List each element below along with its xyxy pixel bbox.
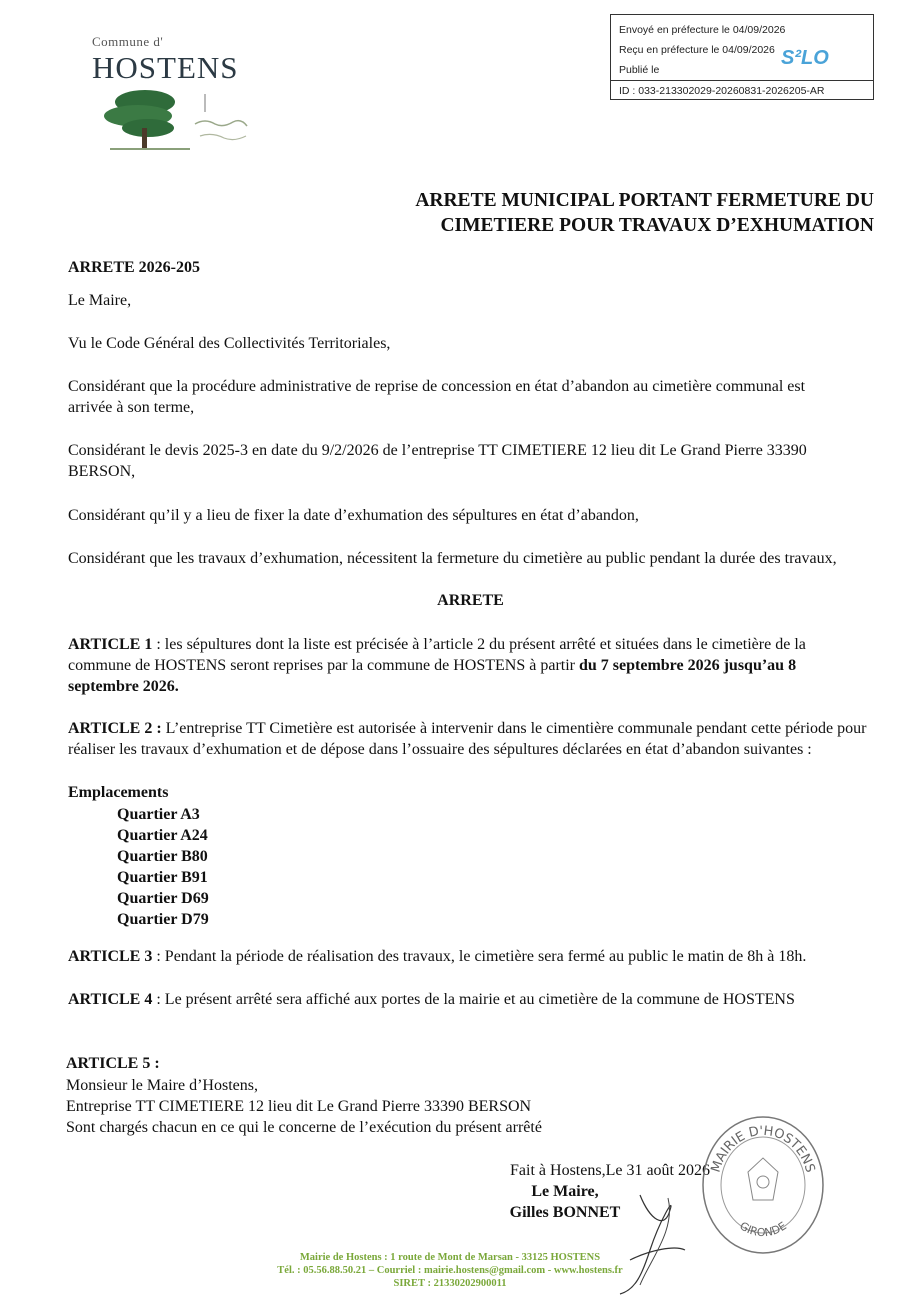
emplacement-item: Quartier A3 <box>117 806 200 823</box>
stamp-received: Reçu en préfecture le 04/09/2026 <box>619 44 775 56</box>
stamp-id: ID : 033-213302029-20260831-2026205-AR <box>619 85 825 97</box>
svg-text:MAIRIE D'HOSTENS <box>709 1124 818 1175</box>
article-1-text: : les sépultures dont la liste est précisée à l’article 2 du présent arrêté et situées dans le cimetière de la commune de HOSTENS seront reprises par la commune de HOSTENS à partir <box>68 636 806 674</box>
article-1-label: ARTICLE 1 <box>68 636 153 653</box>
intro-text: Le Maire, <box>68 292 132 309</box>
article-4 <box>68 989 858 1010</box>
logo-commune-label: Commune d' <box>92 34 164 49</box>
stamp-divider <box>611 80 873 81</box>
article-5-line: Monsieur le Maire d’Hostens, <box>66 1077 258 1094</box>
consideration-2: Considérant que la procédure administrative de reprise de concession en état d’abandon au cimetière communal est arrivée à son terme, <box>68 378 806 416</box>
signature-role: Le Maire, <box>531 1183 599 1200</box>
consideration-5: Considérant que les travaux d’exhumation, nécessitent la fermeture du cimetière au public pendant la durée des travaux, <box>68 550 837 567</box>
title-line-2: CIMETIERE POUR TRAVAUX D’EXHUMATION <box>440 215 874 236</box>
svg-text:GIRONDE <box>737 1219 789 1239</box>
page-title <box>330 188 874 238</box>
signature-name: Gilles BONNET <box>509 1204 621 1221</box>
article-5-label: ARTICLE 5 : <box>66 1055 160 1072</box>
stamp-published: Publié le <box>619 64 660 76</box>
consideration-4: Considérant qu’il y a lieu de fixer la date d’exhumation des sépultures en état d’abandon, <box>68 507 639 524</box>
article-3 <box>68 946 873 967</box>
stamp-sent: Envoyé en préfecture le 04/09/2026 <box>619 24 786 36</box>
seal-top-text: MAIRIE D'HOSTENS <box>708 1123 818 1175</box>
tree-logo-icon <box>100 84 260 154</box>
article-5-line: Entreprise TT CIMETIERE 12 lieu dit Le Grand Pierre 33390 BERSON <box>66 1098 532 1115</box>
emplacements-label: Emplacements <box>68 784 169 801</box>
footer-contact <box>150 1251 750 1290</box>
emplacement-item: Quartier D79 <box>117 911 209 928</box>
consideration-1: Vu le Code Général des Collectivités Territoriales, <box>68 335 391 352</box>
article-2-text: L’entreprise TT Cimetière est autorisée à intervenir dans le cimentière communale pendant cette période pour réaliser les travaux d’exhumation et de dépose dans l’ossuaire des sépultures déclarées en état d’abandon suivantes : <box>68 720 867 758</box>
decree-number: ARRETE 2026-205 <box>68 259 201 276</box>
emplacement-item: Quartier B91 <box>117 869 208 886</box>
seal-bottom-text: GIRONDE <box>737 1219 789 1240</box>
footer-siret: SIRET : 21330202900011 <box>393 1278 507 1289</box>
article-4-label: ARTICLE 4 <box>68 991 153 1008</box>
article-5-line: Sont chargés chacun en ce qui le concerne de l’exécution du présent arrêté <box>66 1119 542 1136</box>
signature-place-date: Fait à Hostens,Le 31 août 2026 <box>510 1162 710 1179</box>
title-line-1: ARRETE MUNICIPAL PORTANT FERMETURE DU <box>415 190 874 211</box>
article-3-text: : Pendant la période de réalisation des travaux, le cimetière sera fermé au public le matin de 8h à 18h. <box>152 948 807 965</box>
article-4-text: : Le présent arrêté sera affiché aux portes de la mairie et au cimetière de la commune de HOSTENS <box>152 991 795 1008</box>
town-seal-stamp <box>696 1110 830 1260</box>
article-1 <box>68 634 808 697</box>
article-2 <box>68 718 873 760</box>
s2lo-logo: S²LO <box>781 47 829 69</box>
article-2-label: ARTICLE 2 : <box>68 720 162 737</box>
article-1-dates: du 7 septembre 2026 jusqu’au 8 septembre 2026. <box>68 657 797 695</box>
footer-phone-email: Tél. : 05.56.88.50.21 – Courriel : mairie.hostens@gmail.com - www.hostens.fr <box>277 1265 623 1276</box>
emplacement-item: Quartier A24 <box>117 827 208 844</box>
arrete-heading: ARRETE <box>437 592 504 609</box>
footer-address: Mairie de Hostens : 1 route de Mont de Marsan - 33125 HOSTENS <box>299 1252 601 1263</box>
emplacement-item: Quartier D69 <box>117 890 209 907</box>
emplacement-item: Quartier B80 <box>117 848 208 865</box>
article-3-label: ARTICLE 3 <box>68 948 153 965</box>
consideration-3: Considérant le devis 2025-3 en date du 9/2/2026 de l’entreprise TT CIMETIERE 12 lieu dit Le Grand Pierre 33390 BERSON, <box>68 442 807 480</box>
prefecture-stamp <box>610 14 874 100</box>
logo-town-name: HOSTENS <box>92 50 239 85</box>
